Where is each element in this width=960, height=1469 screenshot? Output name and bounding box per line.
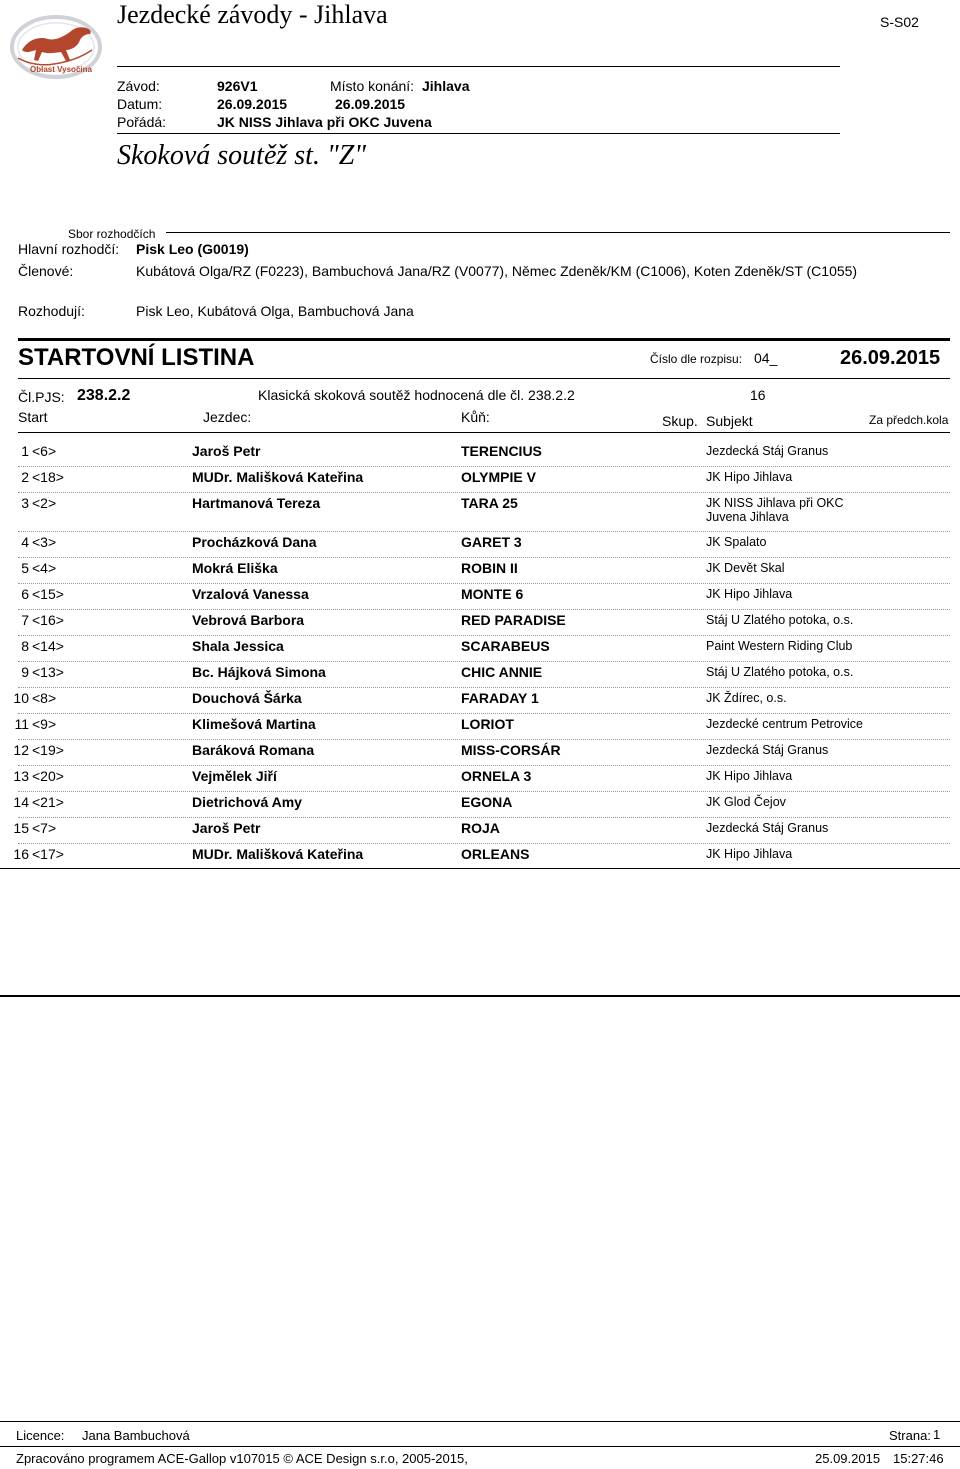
- date-label: Datum:: [117, 96, 163, 112]
- column-header-horse: Kůň:: [461, 409, 490, 425]
- horse-name: LORIOT: [461, 716, 514, 732]
- horse-name: SCARABEUS: [461, 638, 550, 654]
- horse-name: RED PARADISE: [461, 612, 566, 628]
- row-separator: [18, 557, 950, 558]
- start-order: <15>: [32, 586, 64, 602]
- print-date: 25.09.2015: [815, 1451, 881, 1466]
- row-separator: [18, 843, 950, 844]
- start-order: <8>: [32, 690, 57, 706]
- rider-name: Hartmanová Tereza: [192, 495, 321, 511]
- program-credit: Zpracováno programem ACE-Gallop v107015 © ACE Design s.r.o, 2005-2015,: [16, 1451, 468, 1466]
- horse-name: ORLEANS: [461, 846, 530, 862]
- start-order: <2>: [32, 495, 57, 511]
- header-divider: [117, 66, 840, 67]
- horse-name: ROJA: [461, 820, 500, 836]
- subject-name: JK Glod Čejov: [706, 795, 786, 809]
- rider-name: Procházková Dana: [192, 534, 317, 550]
- start-order: <7>: [32, 820, 57, 836]
- start-order: <19>: [32, 742, 64, 758]
- start-order: <18>: [32, 469, 64, 485]
- rider-name: Shala Jessica: [192, 638, 284, 654]
- rider-name: Baráková Romana: [192, 742, 315, 758]
- horse-name: ORNELA 3: [461, 768, 532, 784]
- row-separator: [18, 466, 950, 467]
- rider-name: Mokrá Eliška: [192, 560, 278, 576]
- row-separator: [18, 661, 950, 662]
- event-code: 926V1: [217, 78, 258, 94]
- row-number: 5: [21, 560, 29, 576]
- rozpis-value: 04_: [754, 350, 778, 366]
- subject-name: Stáj U Zlatého potoka, o.s.: [706, 665, 854, 679]
- subject-name: Paint Western Riding Club: [706, 639, 853, 653]
- document-code: S-S02: [880, 14, 919, 30]
- print-time: 15:27:46: [893, 1451, 944, 1466]
- pjs-value: 238.2.2: [77, 387, 131, 404]
- column-header-subject: Subjekt: [706, 413, 753, 429]
- row-separator: [18, 492, 950, 493]
- footer-top-rule: [0, 1421, 960, 1422]
- rozpis-label: Číslo dle rozpisu:: [650, 352, 743, 366]
- row-separator: [18, 791, 950, 792]
- column-header-start: Start: [18, 409, 48, 425]
- start-order: <21>: [32, 794, 64, 810]
- subject-name: JK Devět Skal: [706, 561, 785, 575]
- subject-name: Jezdecké centrum Petrovice: [706, 717, 864, 731]
- list-title: STARTOVNÍ LISTINA: [18, 344, 255, 371]
- subject-name: JK Hipo Jihlava: [706, 847, 793, 861]
- horse-name: TARA 25: [461, 495, 518, 511]
- deciding-label: Rozhodují:: [18, 303, 85, 319]
- members-value: Kubátová Olga/RZ (F0223), Bambuchová Jana/RZ (V0077), Němec Zdeněk/KM (C1006), Koten Zdeněk/ST (C1055): [136, 263, 858, 279]
- chief-judge-value: Pisk Leo (G0019): [136, 241, 249, 257]
- row-number: 2: [21, 469, 29, 485]
- venue-label: Místo konání:: [330, 78, 415, 94]
- start-order: <9>: [32, 716, 57, 732]
- row-number: 9: [21, 664, 29, 680]
- deciding-value: Pisk Leo, Kubátová Olga, Bambuchová Jana: [136, 303, 414, 319]
- rider-name: Jaroš Petr: [192, 820, 261, 836]
- horse-name: ROBIN II: [461, 560, 518, 576]
- row-number: 3: [21, 495, 29, 511]
- jury-divider: [166, 232, 950, 233]
- logo-text: Oblast Vysočina: [30, 65, 92, 74]
- start-order: <20>: [32, 768, 64, 784]
- row-separator: [18, 531, 950, 532]
- rider-name: Klimešová Martina: [192, 716, 316, 732]
- rider-name: Dietrichová Amy: [192, 794, 302, 810]
- licence-value: Jana Bambuchová: [82, 1428, 190, 1443]
- subject-name: Jezdecká Stáj Granus: [706, 821, 829, 835]
- horse-name: FARADAY 1: [461, 690, 539, 706]
- subject-name: JK Hipo Jihlava: [706, 587, 793, 601]
- row-separator: [18, 817, 950, 818]
- horse-name: GARET 3: [461, 534, 522, 550]
- column-header-rule: [18, 432, 950, 433]
- row-number: 4: [21, 534, 29, 550]
- chief-judge-label: Hlavní rozhodčí:: [18, 241, 120, 257]
- start-order: <13>: [32, 664, 64, 680]
- subject-name: JK Spalato: [706, 535, 767, 549]
- row-separator: [18, 609, 950, 610]
- pjs-label: Čl.PJS:: [18, 389, 65, 405]
- row-number: 11: [14, 716, 29, 732]
- horse-name: EGONA: [461, 794, 513, 810]
- row-separator: [18, 713, 950, 714]
- subject-name: Jezdecká Stáj Granus: [706, 444, 829, 458]
- list-top-rule: [18, 338, 950, 341]
- start-order: <3>: [32, 534, 57, 550]
- row-separator: [18, 765, 950, 766]
- start-order: <6>: [32, 443, 57, 459]
- subject-name: JK Hipo Jihlava: [706, 470, 793, 484]
- row-number: 16: [13, 846, 29, 862]
- list-bottom-rule: [0, 995, 960, 997]
- row-number: 10: [13, 690, 29, 706]
- row-number: 6: [21, 586, 29, 602]
- row-number: 1: [21, 443, 29, 459]
- row-separator: [18, 739, 950, 740]
- rider-name: Vejmělek Jiří: [192, 768, 277, 784]
- horse-name: MISS-CORSÁR: [461, 742, 561, 758]
- start-order: <17>: [32, 846, 64, 862]
- entries-count: 16: [750, 387, 766, 403]
- rider-name: Bc. Hájková Simona: [192, 664, 326, 680]
- column-header-previous-round: Za předch.kola: [869, 413, 949, 427]
- start-order: <14>: [32, 638, 64, 654]
- venue-value: Jihlava: [422, 78, 470, 94]
- horse-name: CHIC ANNIE: [461, 664, 543, 680]
- table-row: [0, 495, 960, 531]
- column-header-rider: Jezdec:: [203, 409, 252, 425]
- date-to: 26.09.2015: [335, 96, 406, 112]
- competition-name: Skoková soutěž st. "Z": [117, 140, 367, 171]
- list-heading-rule: [18, 378, 950, 379]
- licence-label: Licence:: [16, 1428, 65, 1443]
- rider-name: MUDr. Mališková Kateřina: [192, 846, 364, 862]
- organizer-label: Pořádá:: [117, 114, 167, 130]
- row-number: 12: [13, 742, 29, 758]
- row-separator: [18, 635, 950, 636]
- subject-name: JK Ždírec, o.s.: [706, 691, 787, 705]
- page-number: 1: [933, 1427, 941, 1442]
- row-separator: [18, 583, 950, 584]
- footer-divider: [0, 1446, 960, 1447]
- subject-name: JK NISS Jihlava při OKC Juvena Jihlava: [706, 496, 844, 524]
- start-order: <4>: [32, 560, 57, 576]
- subject-name: JK Hipo Jihlava: [706, 769, 793, 783]
- rider-name: Vrzalová Vanessa: [192, 586, 309, 602]
- subject-name: Stáj U Zlatého potoka, o.s.: [706, 613, 854, 627]
- organizer-value: JK NISS Jihlava při OKC Juvena: [217, 114, 432, 130]
- row-number: 14: [13, 794, 29, 810]
- page-title: Jezdecké závody - Jihlava: [117, 0, 388, 29]
- subject-name: Jezdecká Stáj Granus: [706, 743, 829, 757]
- horse-name: OLYMPIE V: [461, 469, 536, 485]
- date-from: 26.09.2015: [217, 96, 288, 112]
- rider-name: Jaroš Petr: [192, 443, 261, 459]
- event-divider: [117, 133, 840, 134]
- list-date: 26.09.2015: [840, 347, 941, 369]
- horse-name: TERENCIUS: [461, 443, 542, 459]
- row-number: 13: [13, 768, 29, 784]
- rider-name: Douchová Šárka: [192, 690, 302, 706]
- start-order: <16>: [32, 612, 64, 628]
- logo: [8, 14, 104, 80]
- page-label: Strana:: [889, 1428, 931, 1443]
- column-header-group: Skup.: [662, 413, 698, 429]
- row-number: 8: [21, 638, 29, 654]
- jury-section-title: Sbor rozhodčích: [68, 227, 156, 241]
- row-separator: [18, 687, 950, 688]
- event-label: Závod:: [117, 78, 160, 94]
- competition-description: Klasická skoková soutěž hodnocená dle čl. 238.2.2: [258, 387, 575, 403]
- horse-name: MONTE 6: [461, 586, 524, 602]
- row-number: 7: [21, 612, 29, 628]
- rider-name: MUDr. Mališková Kateřina: [192, 469, 364, 485]
- row-number: 15: [13, 820, 29, 836]
- rider-name: Vebrová Barbora: [192, 612, 305, 628]
- members-label: Členové:: [18, 263, 74, 279]
- list-end-rule: [0, 868, 960, 869]
